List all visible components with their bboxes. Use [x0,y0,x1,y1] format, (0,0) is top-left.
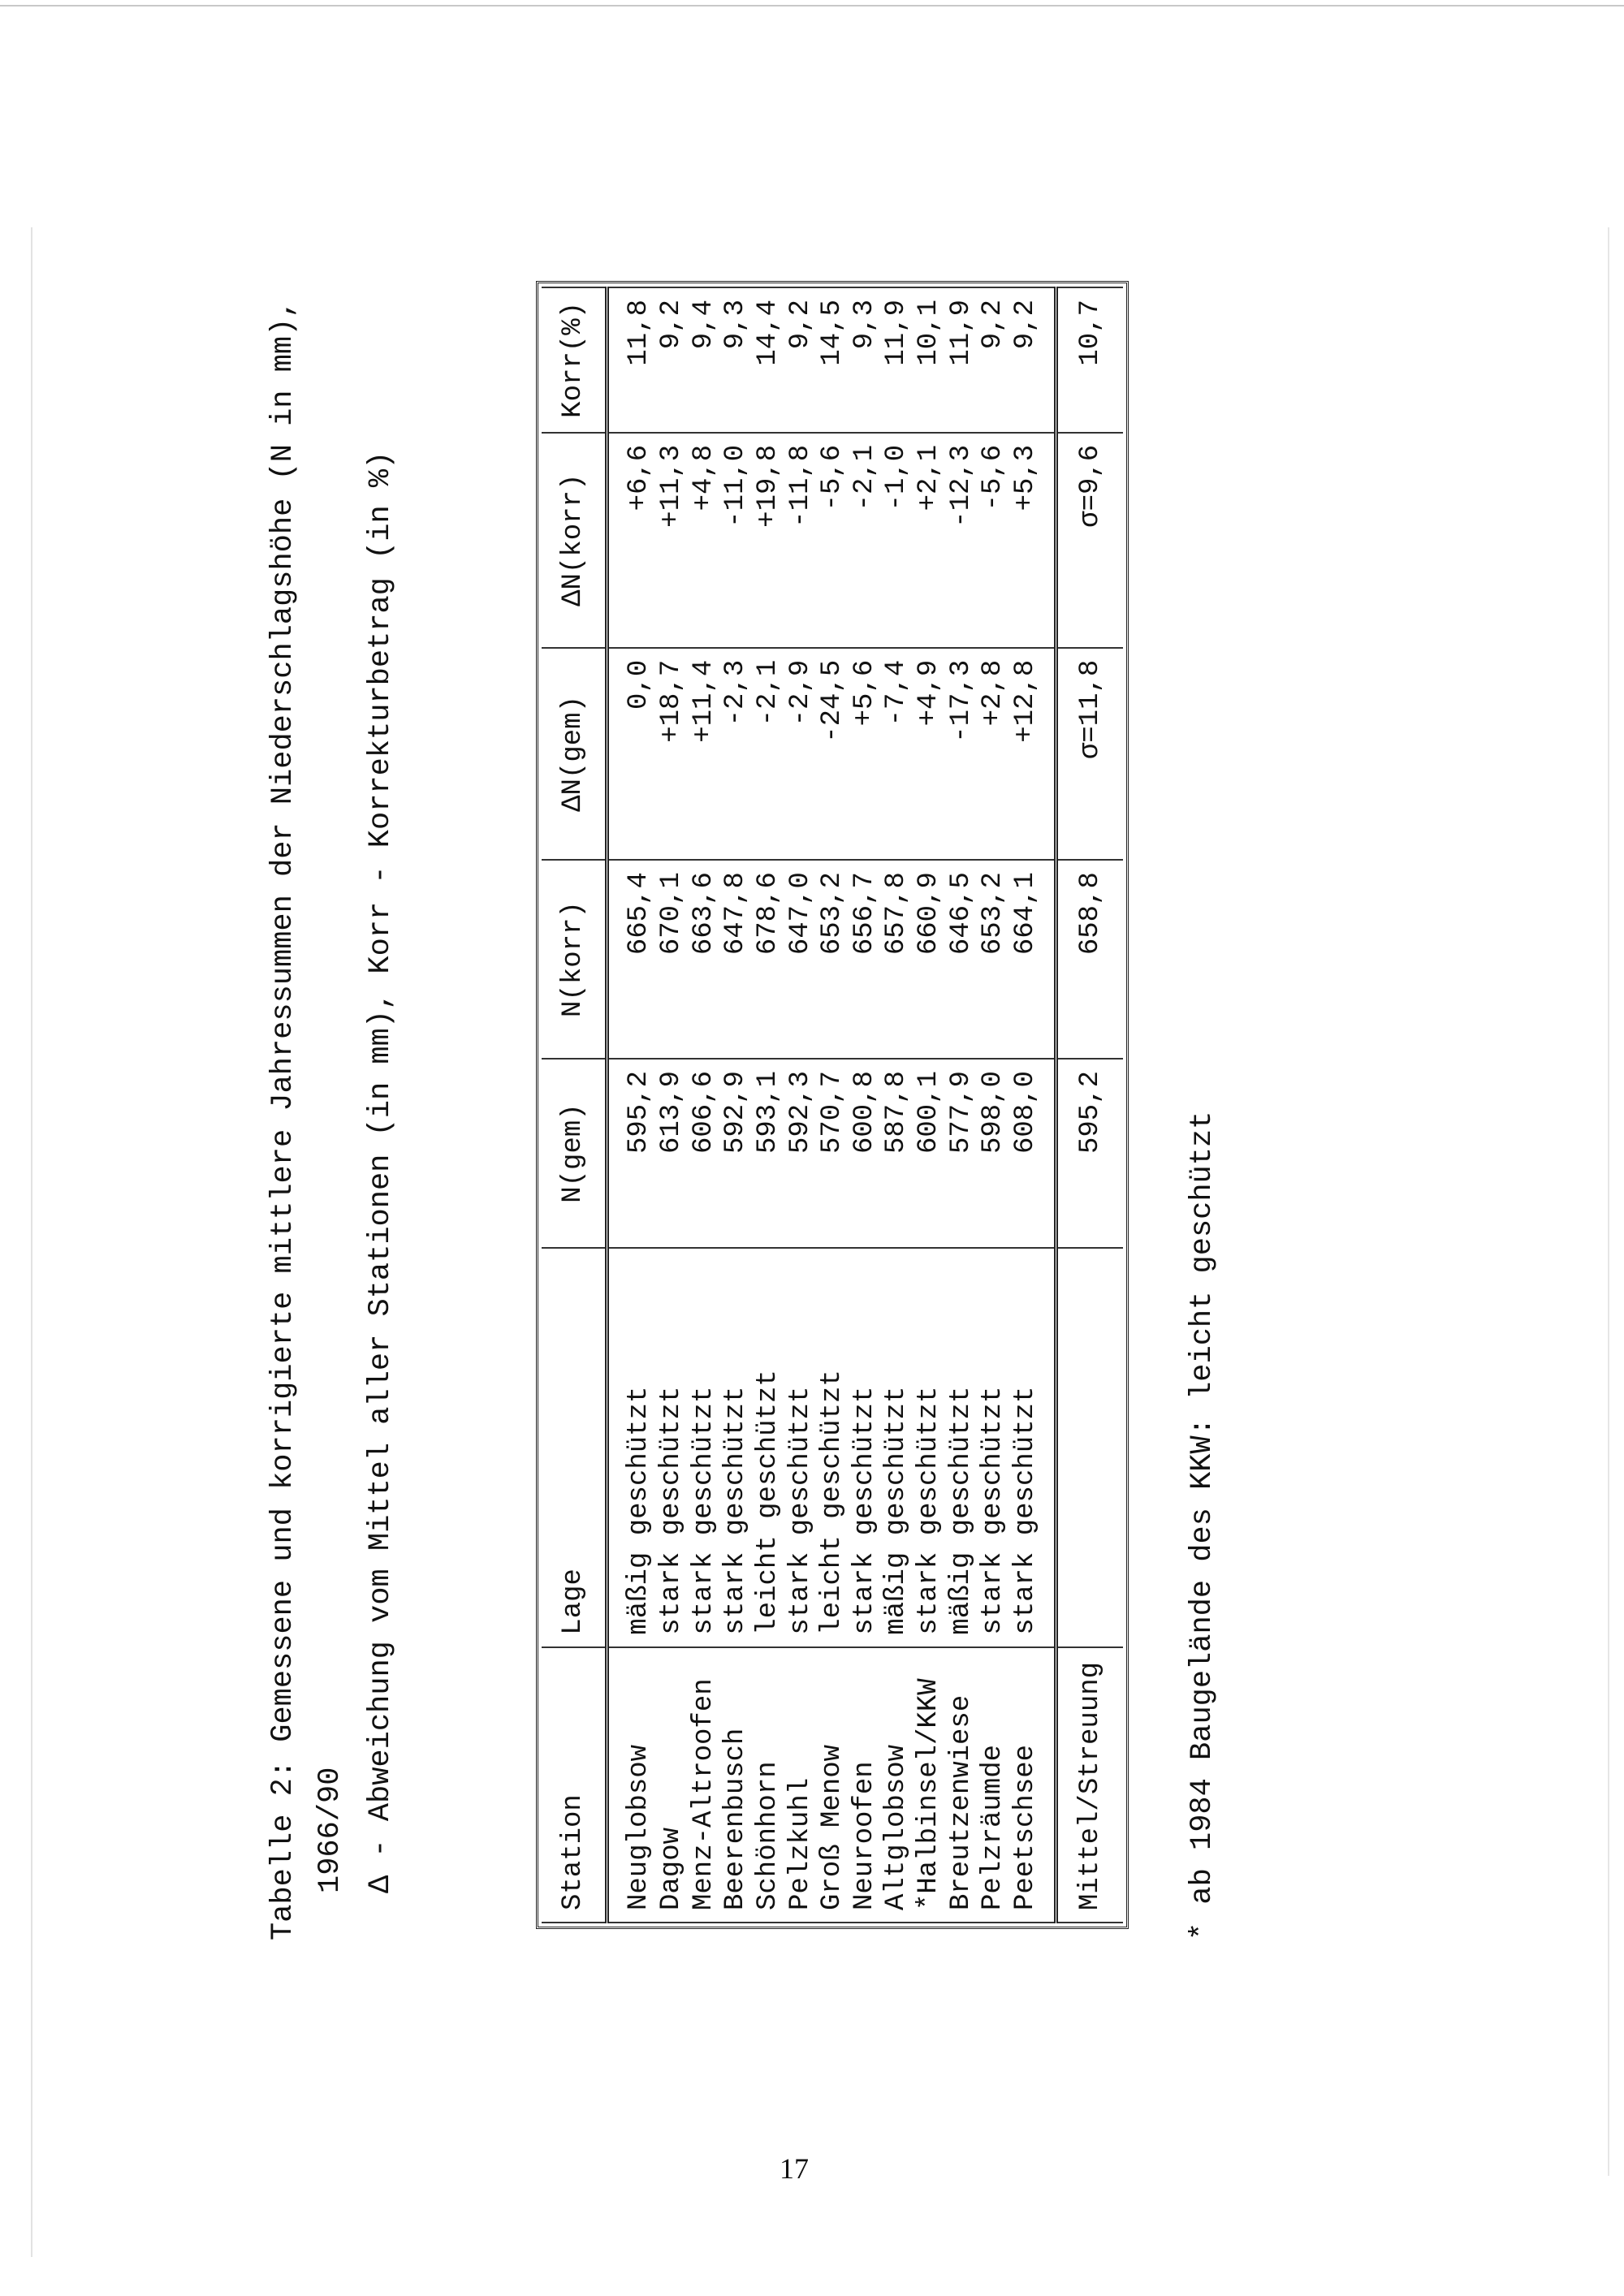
cell-korr-percent: 14,4 [753,287,785,433]
cell-n-gem: 606,6 [689,1059,721,1248]
cell-n-gem: 598,0 [978,1059,1010,1248]
cell-delta-n-gem: +5,6 [849,648,882,860]
cell-delta-n-gem: 0,0 [607,648,656,860]
table-row [785,287,818,1923]
cell-delta-n-korr: -5,6 [817,433,849,648]
cell-delta-n-korr: +2,1 [914,433,946,648]
cell-korr-percent: 9,3 [720,287,753,433]
cell-n-korr: 678,6 [753,860,785,1059]
header-lage: Lage [542,1248,607,1647]
cell-station: Dagow [656,1647,689,1923]
footer-station: Mittel/Streuung [1056,1647,1124,1923]
table-row [1010,287,1056,1923]
cell-lage: stark geschützt [720,1248,753,1647]
cell-lage: stark geschützt [1010,1248,1056,1647]
cell-delta-n-korr: +11,3 [656,433,689,648]
cell-station: Breutzenwiese [946,1647,978,1923]
cell-delta-n-gem: -2,1 [753,648,785,860]
cell-lage: stark geschützt [656,1248,689,1647]
footer-delta-n-gem: σ=11,8 [1056,648,1124,860]
cell-n-korr: 660,9 [914,860,946,1059]
cell-korr-percent: 9,3 [849,287,882,433]
cell-n-korr: 663,6 [689,860,721,1059]
cell-lage: leicht geschützt [753,1248,785,1647]
header-n-korr: N(korr) [542,860,607,1059]
cell-n-korr: 656,7 [849,860,882,1059]
cell-n-korr: 664,1 [1010,860,1056,1059]
cell-delta-n-korr: +4,8 [689,433,721,648]
cell-station: Schönhorn [753,1647,785,1923]
cell-station: Altglobsow [881,1647,914,1923]
cell-n-gem: 595,2 [607,1059,656,1248]
cell-n-korr: 647,8 [720,860,753,1059]
cell-korr-percent: 9,4 [689,287,721,433]
cell-delta-n-korr: +5,3 [1010,433,1056,648]
table-row [689,287,721,1923]
cell-delta-n-gem: +2,8 [978,648,1010,860]
cell-station: Peetschsee [1010,1647,1056,1923]
cell-lage: stark geschützt [914,1248,946,1647]
table-row [849,287,882,1923]
table-row [914,287,946,1923]
cell-delta-n-gem: -2,3 [720,648,753,860]
cell-korr-percent: 9,2 [656,287,689,433]
footnote: * ab 1984 Baugelände des KKW: leicht geschützt [1186,1111,1220,1940]
header-korr-percent: Korr(%) [542,287,607,433]
table-row [881,287,914,1923]
table-footer-row [1056,287,1124,1923]
cell-delta-n-korr: -12,3 [946,433,978,648]
cell-n-gem: 608,0 [1010,1059,1056,1248]
header-delta-n-korr: ΔN(korr) [542,433,607,648]
cell-korr-percent: 11,9 [881,287,914,433]
cell-delta-n-korr: -2,1 [849,433,882,648]
scan-edge-top [0,5,1624,6]
cell-delta-n-gem: +12,8 [1010,648,1056,860]
header-station: Station [542,1647,607,1923]
cell-n-korr: 657,8 [881,860,914,1059]
cell-lage: stark geschützt [689,1248,721,1647]
cell-korr-percent: 9,2 [978,287,1010,433]
cell-lage: mäßig geschützt [607,1248,656,1647]
cell-n-korr: 646,5 [946,860,978,1059]
cell-station: Menz-Altroofen [689,1647,721,1923]
cell-n-gem: 570,7 [817,1059,849,1248]
scan-edge-right [1608,227,1609,2176]
table-caption: Tabelle 2: Gemessene und korrigierte mittlere Jahressummen der Niederschlagshöhe (N in mm), [266,300,300,1940]
table-row [753,287,785,1923]
scan-edge-left [31,227,32,2257]
table-legend: Δ - Abweichung vom Mittel aller Stationen (in mm), Korr - Korrekturbetrag (in %) [364,451,398,1893]
cell-n-gem: 587,8 [881,1059,914,1248]
cell-lage: stark geschützt [978,1248,1010,1647]
cell-lage: stark geschützt [785,1248,818,1647]
cell-n-gem: 592,3 [785,1059,818,1248]
cell-delta-n-gem: +4,9 [914,648,946,860]
table-row [607,287,656,1923]
table-row [656,287,689,1923]
cell-n-gem: 577,9 [946,1059,978,1248]
cell-n-gem: 600,8 [849,1059,882,1248]
cell-delta-n-korr: -5,6 [978,433,1010,648]
cell-n-gem: 600,1 [914,1059,946,1248]
cell-delta-n-gem: +11,4 [689,648,721,860]
cell-delta-n-korr: -11,8 [785,433,818,648]
rotated-table-page [260,122,1234,1940]
cell-korr-percent: 14,5 [817,287,849,433]
cell-delta-n-korr: -11,0 [720,433,753,648]
cell-n-korr: 665,4 [607,860,656,1059]
cell-delta-n-gem: -2,9 [785,648,818,860]
table-row [946,287,978,1923]
cell-station: Pelzkuhl [785,1647,818,1923]
precipitation-table-frame [536,281,1129,1929]
cell-n-gem: 592,9 [720,1059,753,1248]
cell-station: Neuroofen [849,1647,882,1923]
cell-delta-n-gem: +18,7 [656,648,689,860]
cell-delta-n-gem: -17,3 [946,648,978,860]
table-header-row [542,287,607,1923]
cell-delta-n-gem: -7,4 [881,648,914,860]
header-delta-n-gem: ΔN(gem) [542,648,607,860]
table-row [817,287,849,1923]
cell-delta-n-korr: -1,0 [881,433,914,648]
cell-station: Beerenbusch [720,1647,753,1923]
footer-delta-n-korr: σ=9,6 [1056,433,1124,648]
table-body [607,287,1056,1923]
cell-delta-n-korr: +6,6 [607,433,656,648]
cell-korr-percent: 9,2 [1010,287,1056,433]
cell-lage: mäßig geschützt [946,1248,978,1647]
cell-korr-percent: 11,9 [946,287,978,433]
cell-delta-n-korr: +19,8 [753,433,785,648]
cell-lage: stark geschützt [849,1248,882,1647]
cell-korr-percent: 10,1 [914,287,946,433]
cell-delta-n-gem: -24,5 [817,648,849,860]
cell-korr-percent: 9,2 [785,287,818,433]
cell-station: Pelzräumde [978,1647,1010,1923]
cell-station: Groß Menow [817,1647,849,1923]
cell-lage: leicht geschützt [817,1248,849,1647]
table-caption-period: 1966/90 [313,1767,348,1893]
page-number: 17 [780,2152,809,2185]
cell-n-korr: 653,2 [817,860,849,1059]
header-n-gem: N(gem) [542,1059,607,1248]
cell-n-korr: 653,2 [978,860,1010,1059]
cell-station: *Halbinsel/KKW [914,1647,946,1923]
cell-n-gem: 613,9 [656,1059,689,1248]
cell-n-korr: 670,1 [656,860,689,1059]
precipitation-table [542,287,1123,1923]
footer-n-gem: 595,2 [1056,1059,1124,1248]
cell-lage: mäßig geschützt [881,1248,914,1647]
table-row [720,287,753,1923]
footer-n-korr: 658,8 [1056,860,1124,1059]
cell-station: Neuglobsow [607,1647,656,1923]
cell-korr-percent: 11,8 [607,287,656,433]
footer-lage [1056,1248,1124,1647]
cell-n-gem: 593,1 [753,1059,785,1248]
cell-n-korr: 647,0 [785,860,818,1059]
footer-korr-percent: 10,7 [1056,287,1124,433]
table-row [978,287,1010,1923]
